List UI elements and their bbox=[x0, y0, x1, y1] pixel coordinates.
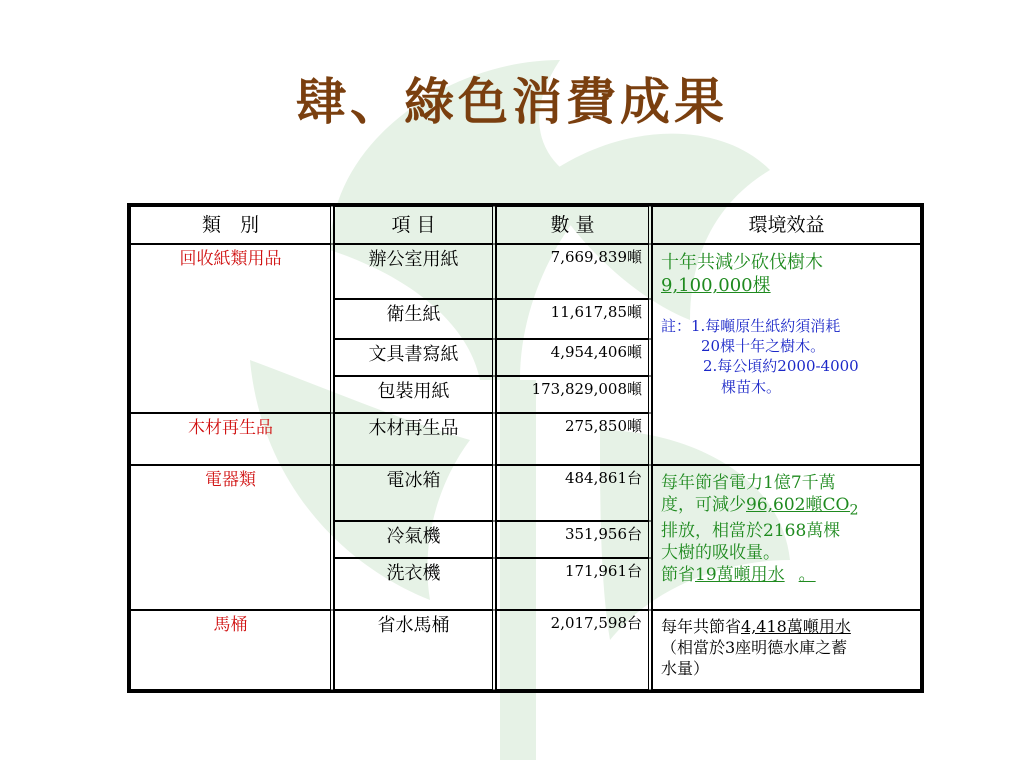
benefit-text bbox=[661, 564, 912, 586]
header-category: 類 別 bbox=[130, 206, 334, 244]
header-benefit: 環境效益 bbox=[652, 206, 921, 244]
category-appliances: 電器類 bbox=[130, 465, 334, 610]
item-name: 辦公室用紙 bbox=[334, 244, 496, 299]
category-paper: 回收紙類用品 bbox=[130, 244, 334, 413]
note-line: 20棵十年之樹木。 bbox=[701, 337, 826, 356]
header-quantity: 數 量 bbox=[496, 206, 652, 244]
note-line: 註：1.每噸原生紙約須消耗 bbox=[661, 316, 841, 335]
benefit-text-part: 每年共節省 bbox=[661, 617, 742, 636]
note-line: 2.每公頃約2000-4000 bbox=[703, 357, 859, 376]
benefit-highlight: 9,100,000棵 bbox=[661, 275, 771, 297]
note-line: 棵苗木。 bbox=[721, 377, 782, 396]
item-quantity: 275,850噸 bbox=[496, 413, 652, 465]
item-quantity: 2,017,598台 bbox=[496, 610, 652, 690]
item-name: 洗衣機 bbox=[334, 558, 496, 610]
benefit-text: 每年節省電力1億7千萬 bbox=[661, 473, 836, 493]
benefit-text-part: 節省 bbox=[661, 565, 695, 586]
benefit-text-part: 度，可減少 bbox=[661, 495, 746, 516]
benefit-toilet bbox=[652, 610, 921, 690]
benefit-text: 水量） bbox=[661, 658, 710, 678]
benefit-highlight bbox=[746, 495, 859, 519]
table-row bbox=[130, 610, 921, 690]
benefit-text: 大樹的吸收量。 bbox=[661, 543, 780, 563]
benefit-text: 排放，相當於2168萬棵 bbox=[661, 520, 841, 541]
item-quantity: 7,669,839噸 bbox=[496, 244, 652, 299]
category-wood: 木材再生品 bbox=[130, 413, 334, 465]
item-name: 木材再生品 bbox=[334, 413, 496, 465]
co2-subscript: 2 bbox=[849, 502, 859, 519]
benefit-note bbox=[661, 316, 912, 397]
table-row bbox=[130, 465, 921, 521]
co2-value: 96,602噸CO bbox=[746, 495, 850, 516]
header-item: 項 目 bbox=[334, 206, 496, 244]
green-consumption-table bbox=[127, 203, 924, 693]
item-quantity: 4,954,406噸 bbox=[496, 339, 652, 376]
benefit-text bbox=[661, 494, 912, 520]
category-toilet: 馬桶 bbox=[130, 610, 334, 690]
item-quantity: 351,956台 bbox=[496, 521, 652, 558]
benefit-text: 十年共減少砍伐樹木 bbox=[661, 252, 823, 273]
item-quantity: 484,861台 bbox=[496, 465, 652, 521]
item-name: 電冰箱 bbox=[334, 465, 496, 521]
benefit-text-part: 。 bbox=[798, 565, 816, 586]
item-name: 包裝用紙 bbox=[334, 376, 496, 413]
benefit-appliances bbox=[652, 465, 921, 610]
results-table bbox=[127, 203, 922, 692]
item-quantity: 11,617,85噸 bbox=[496, 299, 652, 339]
item-name: 冷氣機 bbox=[334, 521, 496, 558]
item-name: 省水馬桶 bbox=[334, 610, 496, 690]
item-quantity: 171,961台 bbox=[496, 558, 652, 610]
benefit-paper-wood bbox=[652, 244, 921, 465]
item-name: 文具書寫紙 bbox=[334, 339, 496, 376]
benefit-text: （相當於3座明德水庫之蓄 bbox=[661, 637, 848, 657]
benefit-highlight: 4,418萬噸用水 bbox=[741, 617, 851, 636]
benefit-highlight: 19萬噸用水 bbox=[695, 565, 785, 586]
table-row bbox=[130, 244, 921, 299]
item-quantity: 173,829,008噸 bbox=[496, 376, 652, 413]
benefit-text bbox=[661, 617, 912, 638]
item-name: 衛生紙 bbox=[334, 299, 496, 339]
slide-title: 肆、綠色消費成果 bbox=[296, 72, 728, 131]
